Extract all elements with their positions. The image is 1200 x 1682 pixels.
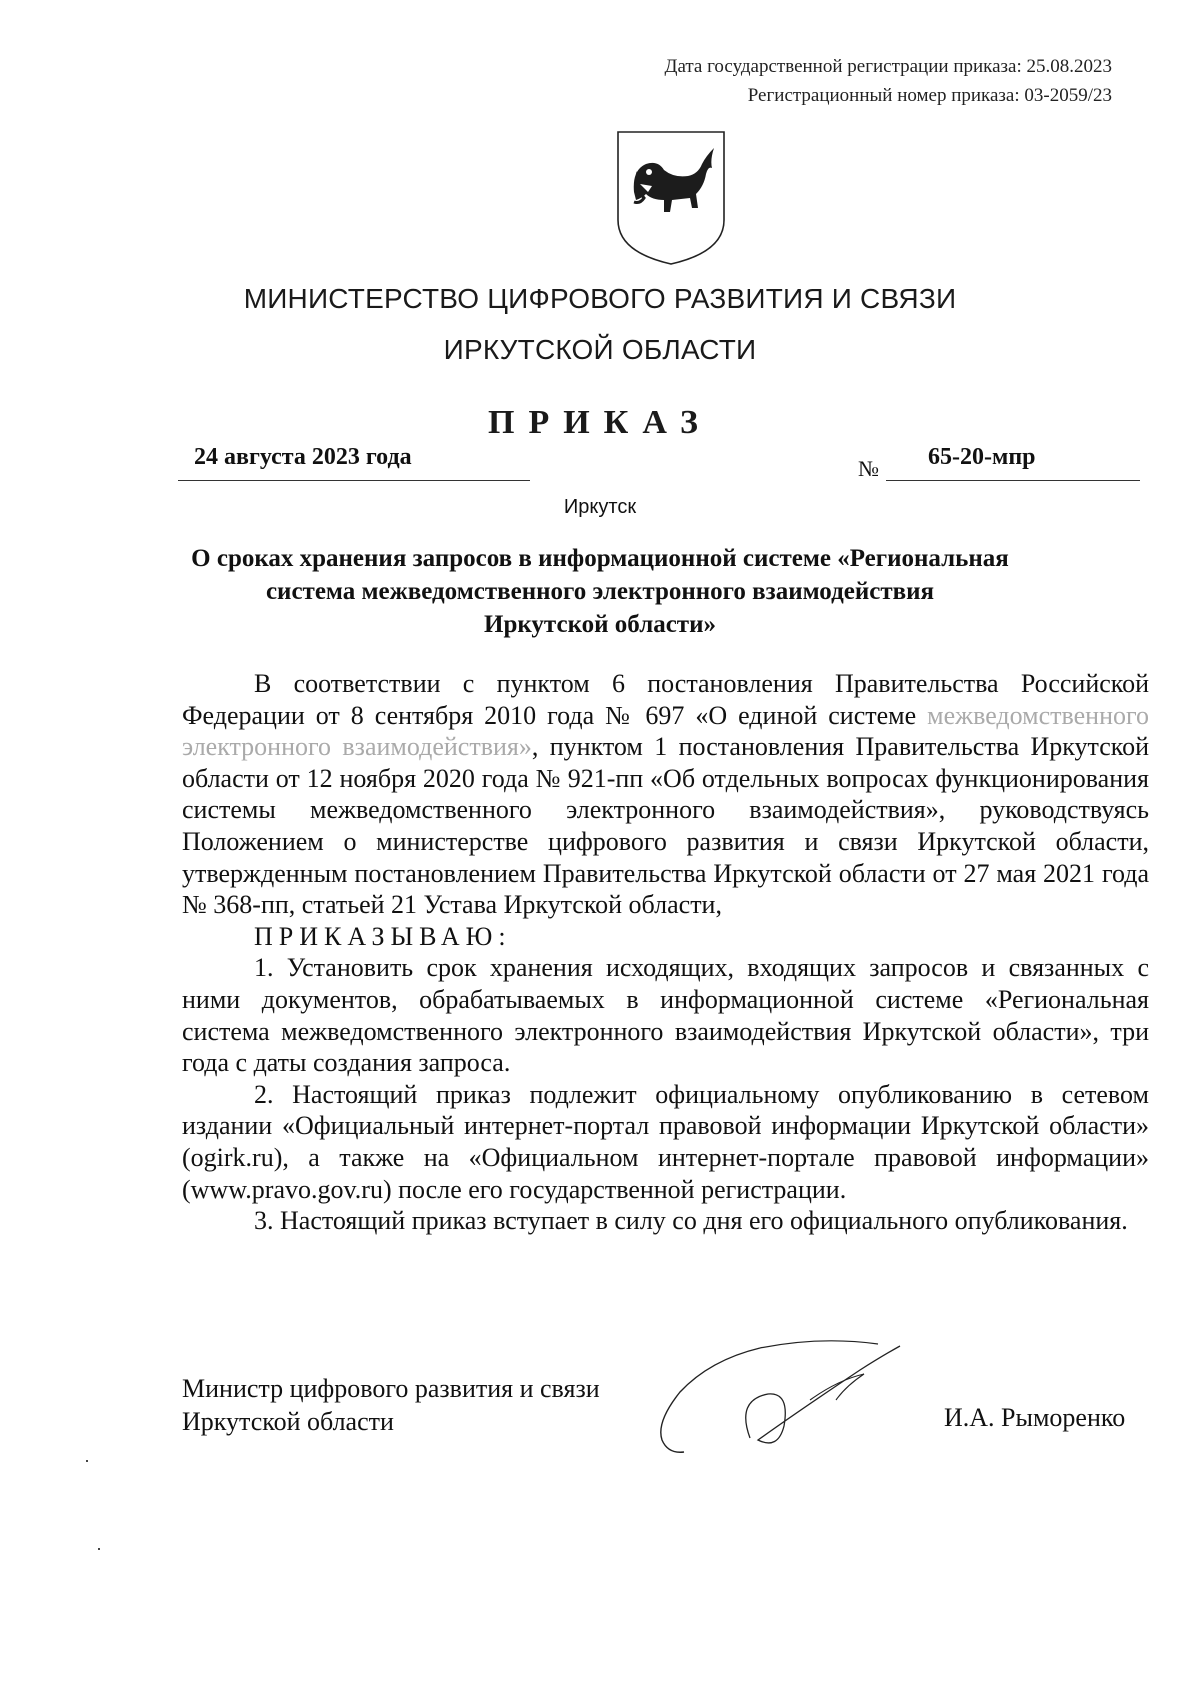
registration-stamp bbox=[664, 52, 1112, 110]
heading-line-1: О сроках хранения запросов в информационной системе «Региональная bbox=[191, 545, 1009, 572]
scan-speck bbox=[86, 1460, 88, 1462]
order-item-3: 3. Настоящий приказ вступает в силу со дня его официального опубликования. bbox=[254, 1206, 1128, 1236]
signer-post bbox=[182, 1372, 600, 1438]
order-body bbox=[182, 668, 1149, 1237]
ministry-name-line-1: МИНИСТЕРСТВО ЦИФРОВОГО РАЗВИТИЯ И СВЯЗИ bbox=[243, 283, 957, 314]
irkutsk-coat-of-arms-icon bbox=[612, 128, 730, 268]
preamble-paragraph bbox=[182, 668, 1149, 921]
number-sign: № bbox=[858, 456, 879, 481]
registration-date: Дата государственной регистрации приказа: 25.08.2023 bbox=[664, 56, 1112, 77]
scan-speck bbox=[98, 1548, 100, 1550]
heading-line-3: Иркутской области» bbox=[484, 611, 716, 638]
preamble-start: В соответствии с пунктом 6 постановления Правительства Российской Федерации от 8 сентября 2010 года № 697 «О единой системе bbox=[182, 669, 1149, 730]
order-date: 24 августа 2023 года bbox=[194, 444, 412, 470]
order-number-field bbox=[886, 444, 1140, 481]
order-heading bbox=[150, 542, 1050, 641]
signer-post-line-2: Иркутской области bbox=[182, 1407, 394, 1436]
signer-post-line-1: Министр цифрового развития и связи bbox=[182, 1374, 600, 1403]
order-item-2: 2. Настоящий приказ подлежит официальному опубликованию в сетевом издании «Официальный интернет-портал правовой информации Иркутской области» (ogirk.ru), а также на «Официальном интернет-портале правовой информации» (www.pravo.gov.ru) после его государственной регистрации. bbox=[182, 1079, 1149, 1204]
order-item-1: 1. Установить срок хранения исходящих, входящих запросов и связанных с ними документов, обрабатываемых в информационной системе «Региональная система межведомственного электронного взаимодействия Иркутской области», три года с даты создания запроса. bbox=[182, 953, 1149, 1078]
ministry-name-line-2: ИРКУТСКОЙ ОБЛАСТИ bbox=[443, 334, 757, 365]
signer-name: И.А. Рыморенко bbox=[944, 1403, 1126, 1432]
order-city: Иркутск bbox=[563, 496, 637, 518]
handwritten-signature bbox=[650, 1330, 940, 1460]
preamble-end: , пунктом 1 постановления Правительства Иркутской области от 12 ноября 2020 года № 921-пп «Об отдельных вопросах функционирования системы межведомственного электронного взаимодействия», руководствуясь Положением о министерстве цифрового развития и связи Иркутской области, утвержденным постановлением Правительства Иркутской области от 27 мая 2021 года № 368-пп, статьей 21 Устава Иркутской области, bbox=[182, 732, 1149, 920]
order-word: ПРИКАЗЫВАЮ: bbox=[254, 921, 512, 951]
order-date-field bbox=[178, 444, 530, 481]
order-number: 65-20-мпр bbox=[928, 444, 1036, 470]
registration-number: Регистрационный номер приказа: 03-2059/23 bbox=[747, 85, 1112, 106]
order-title: ПРИКАЗ bbox=[488, 404, 712, 441]
preamble-faded: межведомственного электронного взаимодействия» bbox=[182, 700, 1150, 762]
heading-line-2: система межведомственного электронного взаимодействия bbox=[265, 578, 935, 605]
